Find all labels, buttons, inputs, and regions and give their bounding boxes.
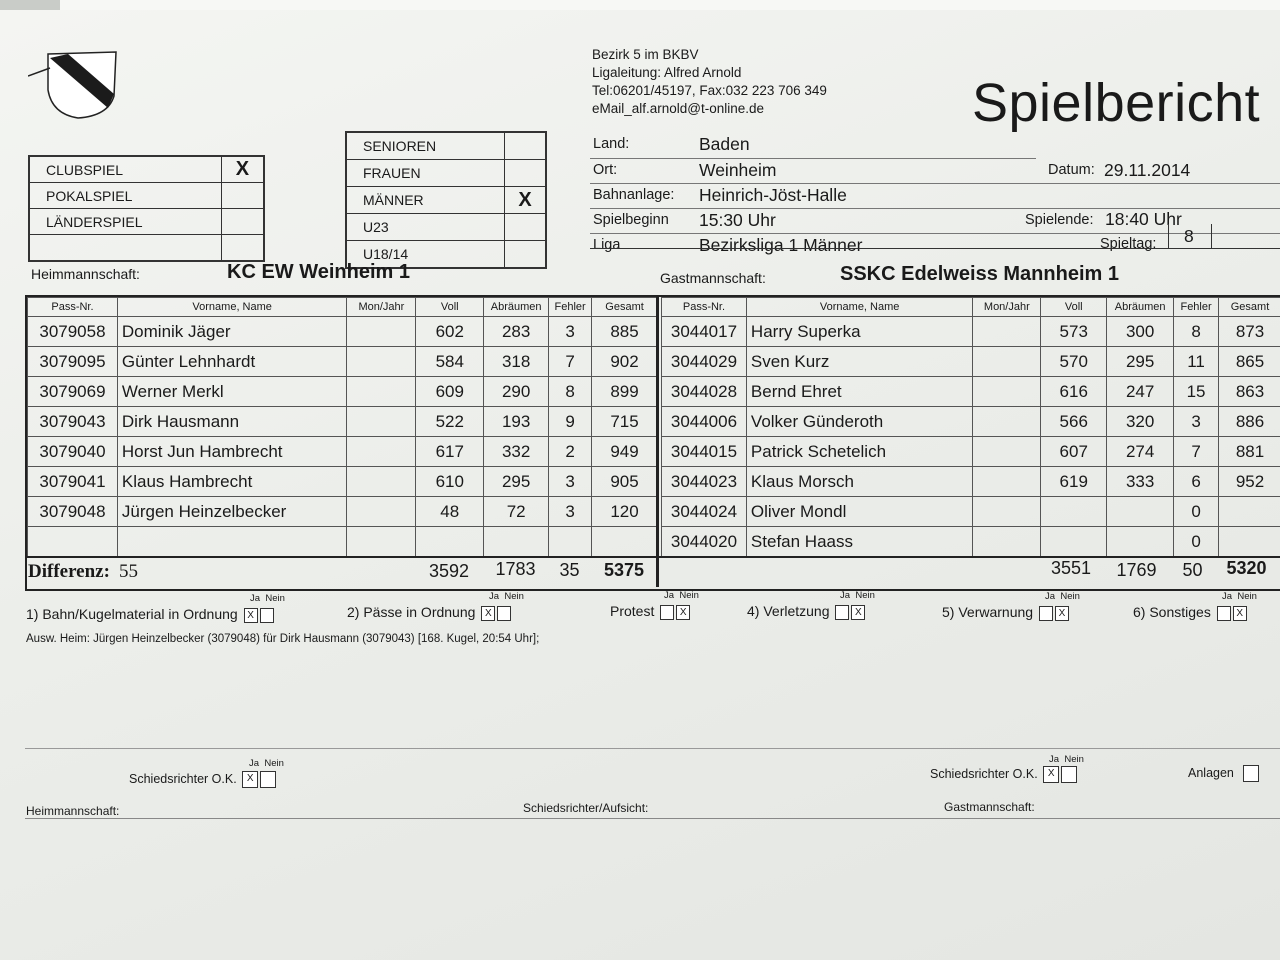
home-player-name: Dirk Hausmann [117, 407, 347, 437]
home-gesamt: 715 [592, 407, 658, 437]
check-bahn-label: 1) Bahn/Kugelmaterial in Ordnung [26, 606, 238, 622]
home-mon-jahr [347, 497, 416, 527]
guest-voll: 616 [1041, 377, 1107, 407]
match-type-row [29, 156, 264, 183]
guest-total-fehler: 50 [1182, 560, 1203, 580]
check-sonstiges-label: 6) Sonstiges [1133, 604, 1211, 620]
check-verletzung-label: 4) Verletzung [747, 603, 830, 619]
home-header-row [28, 298, 658, 317]
referee-guest-ja-nein: Ja Nein [1049, 754, 1084, 765]
org-line-2: Ligaleitung: Alfred Arnold [592, 65, 742, 80]
check-sonstiges [1133, 604, 1247, 621]
match-type-row [29, 209, 264, 235]
home-abraeumen: 193 [484, 407, 549, 437]
home-player-name: Klaus Hambrecht [117, 467, 347, 497]
home-fehler: 3 [549, 317, 592, 347]
check-paesse-ja-nein: Ja Nein [489, 591, 524, 602]
home-mon-jahr [347, 317, 416, 347]
land-label: Land: [593, 136, 630, 152]
home-abraeumen: 72 [484, 497, 549, 527]
datum-label: Datum: [1048, 162, 1095, 178]
guest-voll [1041, 497, 1107, 527]
table-row [28, 407, 658, 437]
org-line-1: Bezirk 5 im BKBV [592, 47, 699, 62]
guest-total-abraeumen: 1769 [1116, 560, 1157, 580]
home-total-gesamt: 5375 [603, 560, 645, 580]
guest-voll [1041, 527, 1107, 557]
table-row [662, 347, 1280, 377]
anlagen-label: Anlagen [1188, 765, 1234, 780]
home-abraeumen: 295 [484, 467, 549, 497]
liga-value: Bezirksliga 1 Männer [699, 235, 863, 255]
guest-col-player-name: Vorname, Name [746, 298, 972, 317]
check-sonstiges-nein-box[interactable]: X [1233, 606, 1247, 621]
guest-gesamt [1219, 497, 1280, 527]
guest-gesamt: 886 [1219, 407, 1280, 437]
home-col-voll: Voll [416, 298, 484, 317]
home-pass-nr: 3079041 [28, 467, 118, 497]
check-paesse-ja-box[interactable]: X [481, 606, 495, 621]
category-row [346, 187, 546, 214]
check-sonstiges-ja-box[interactable] [1217, 606, 1231, 621]
check-protest-label: Protest [610, 603, 655, 619]
home-gesamt: 902 [592, 347, 658, 377]
home-total-voll: 3592 [428, 561, 470, 581]
home-gesamt: 885 [592, 317, 658, 347]
home-pass-nr: 3079069 [28, 377, 118, 407]
guest-pass-nr: 3044006 [662, 407, 747, 437]
category-checkbox[interactable] [505, 132, 547, 160]
guest-voll: 570 [1041, 347, 1107, 377]
guest-header-row [662, 298, 1280, 317]
home-col-fehler: Fehler [549, 298, 592, 317]
home-pass-nr: 3079043 [28, 407, 118, 437]
table-row [28, 497, 658, 527]
home-fehler: 3 [549, 497, 592, 527]
guest-mon-jahr [973, 317, 1041, 347]
category-checkbox[interactable] [505, 241, 547, 269]
check-verletzung-ja-box[interactable] [835, 605, 849, 620]
home-voll: 48 [416, 497, 484, 527]
guest-mon-jahr [973, 467, 1041, 497]
check-verwarnung-nein-box[interactable]: X [1055, 606, 1069, 621]
match-type-checkbox[interactable] [221, 209, 264, 235]
check-bahn-ja-box[interactable]: X [244, 608, 258, 623]
guest-mon-jahr [973, 377, 1041, 407]
category-checkbox[interactable] [505, 214, 547, 241]
home-abraeumen: 283 [484, 317, 549, 347]
home-voll: 617 [416, 437, 484, 467]
home-voll: 609 [416, 377, 484, 407]
home-abraeumen: 290 [484, 377, 549, 407]
check-verletzung-nein-box[interactable]: X [851, 605, 865, 620]
check-protest-nein-box[interactable]: X [676, 605, 690, 620]
match-type-checkbox[interactable] [221, 235, 264, 262]
ort-label: Ort: [593, 162, 618, 178]
signature-guest-label: Gastmannschaft: [944, 800, 1035, 814]
home-col-gesamt: Gesamt [592, 298, 658, 317]
guest-abraeumen: 274 [1107, 437, 1174, 467]
table-row [662, 407, 1280, 437]
referee-ok-home [129, 771, 276, 788]
category-label: FRAUEN [346, 160, 505, 187]
home-fehler: 8 [549, 377, 592, 407]
guest-player-name: Patrick Schetelich [746, 437, 972, 467]
bahnanlage-label: Bahnanlage: [593, 187, 675, 203]
home-voll [416, 527, 484, 557]
guest-player-name: Harry Superka [746, 317, 972, 347]
home-mon-jahr [347, 407, 416, 437]
check-protest-ja-box[interactable] [660, 605, 674, 620]
check-protest [610, 603, 690, 620]
home-total-fehler: 35 [559, 560, 580, 580]
table-row [662, 497, 1280, 527]
guest-pass-nr: 3044015 [662, 437, 747, 467]
guest-fehler: 6 [1174, 467, 1219, 497]
bahnanlage-value: Heinrich-Jöst-Halle [699, 185, 847, 205]
anlagen-box[interactable] [1243, 765, 1259, 782]
category-row [346, 160, 546, 187]
guest-voll: 607 [1041, 437, 1107, 467]
referee-ok-guest-label: Schiedsrichter O.K. [930, 766, 1038, 781]
check-sonstiges-ja-nein: Ja Nein [1222, 591, 1257, 602]
guest-col-pass-nr: Pass-Nr. [662, 298, 747, 317]
check-paesse [347, 604, 511, 621]
liga-label: Liga [593, 237, 621, 253]
home-player-name: Günter Lehnhardt [117, 347, 347, 377]
guest-col-mon-jahr: Mon/Jahr [973, 298, 1041, 317]
spielbeginn-label: Spielbeginn [593, 212, 669, 228]
home-player-name [117, 527, 347, 557]
table-row [28, 317, 658, 347]
score-table [25, 295, 1280, 591]
guest-col-voll: Voll [1041, 298, 1107, 317]
referee-ok-home-nein-box[interactable] [260, 771, 276, 788]
check-verletzung-ja-nein: Ja Nein [840, 590, 875, 601]
guest-player-name: Oliver Mondl [746, 497, 972, 527]
spielende-value: 18:40 Uhr [1105, 209, 1182, 229]
home-pass-nr: 3079095 [28, 347, 118, 377]
category-checkbox[interactable]: X [505, 187, 547, 214]
referee-ok-guest [930, 766, 1077, 783]
signature-referee-label: Schiedsrichter/Aufsicht: [523, 801, 649, 815]
guest-pass-nr: 3044028 [662, 377, 747, 407]
home-player-name: Dominik Jäger [117, 317, 347, 347]
home-gesamt: 949 [592, 437, 658, 467]
home-gesamt: 899 [592, 377, 658, 407]
guest-abraeumen: 247 [1107, 377, 1174, 407]
home-mon-jahr [347, 527, 416, 557]
ort-value: Weinheim [699, 160, 777, 180]
guest-gesamt: 873 [1219, 317, 1280, 347]
guest-voll: 573 [1041, 317, 1107, 347]
category-label: MÄNNER [346, 187, 505, 214]
referee-ok-home-ja-box[interactable]: X [242, 771, 258, 788]
guest-pass-nr: 3044024 [662, 497, 747, 527]
home-gesamt [592, 527, 658, 557]
check-verletzung [747, 603, 865, 620]
home-pass-nr [28, 527, 118, 557]
category-row [346, 214, 546, 241]
match-type-row [29, 183, 264, 209]
check-verwarnung-label: 5) Verwarnung [942, 604, 1034, 620]
match-type-label: LÄNDERSPIEL [29, 209, 221, 235]
guest-player-name: Klaus Morsch [746, 467, 972, 497]
home-mon-jahr [347, 437, 416, 467]
home-voll: 602 [416, 317, 484, 347]
category-box [345, 131, 547, 269]
match-type-checkbox[interactable]: X [221, 156, 264, 183]
differenz-value: 55 [119, 561, 138, 582]
category-row [346, 132, 546, 160]
check-verwarnung-ja-box[interactable] [1039, 606, 1053, 621]
match-type-row [29, 235, 264, 262]
org-line-4: eMail_alf.arnold@t-online.de [592, 101, 765, 116]
guest-total-voll: 3551 [1050, 558, 1092, 578]
home-fehler [549, 527, 592, 557]
anlagen [1188, 765, 1259, 782]
table-divider [656, 295, 659, 587]
referee-ok-home-label: Schiedsrichter O.K. [129, 771, 237, 786]
guest-gesamt: 881 [1219, 437, 1280, 467]
check-paesse-label: 2) Pässe in Ordnung [347, 604, 476, 620]
spieltag-value: 8 [1184, 226, 1194, 246]
guest-pass-nr: 3044020 [662, 527, 747, 557]
table-row [662, 437, 1280, 467]
table-row [28, 377, 658, 407]
guest-pass-nr: 3044029 [662, 347, 747, 377]
guest-fehler: 0 [1174, 497, 1219, 527]
table-row [28, 467, 658, 497]
table-row [28, 437, 658, 467]
guest-abraeumen: 333 [1107, 467, 1174, 497]
check-paesse-nein-box[interactable] [497, 606, 511, 621]
guest-fehler: 8 [1174, 317, 1219, 347]
guest-gesamt [1219, 527, 1280, 557]
check-bahn [26, 606, 274, 623]
check-bahn-ja-nein: Ja Nein [250, 593, 285, 604]
spielbeginn-value: 15:30 Uhr [699, 210, 776, 230]
signature-home-label: Heimmannschaft: [26, 804, 120, 818]
home-pass-nr: 3079040 [28, 437, 118, 467]
home-fehler: 3 [549, 467, 592, 497]
guest-fehler: 15 [1174, 377, 1219, 407]
home-col-mon-jahr: Mon/Jahr [347, 298, 416, 317]
guest-abraeumen: 295 [1107, 347, 1174, 377]
category-checkbox[interactable] [505, 160, 547, 187]
guest-mon-jahr [973, 437, 1041, 467]
guest-gesamt: 865 [1219, 347, 1280, 377]
match-type-label: POKALSPIEL [29, 183, 221, 209]
guest-fehler: 3 [1174, 407, 1219, 437]
check-protest-ja-nein: Ja Nein [664, 590, 699, 601]
guest-fehler: 11 [1174, 347, 1219, 377]
home-total-abraeumen: 1783 [495, 559, 536, 579]
guest-col-abraeumen: Abräumen [1107, 298, 1174, 317]
guest-abraeumen [1107, 527, 1174, 557]
home-col-abraeumen: Abräumen [484, 298, 549, 317]
home-abraeumen: 332 [484, 437, 549, 467]
home-abraeumen: 318 [484, 347, 549, 377]
differenz-label: Differenz: [28, 561, 110, 582]
guest-col-fehler: Fehler [1174, 298, 1219, 317]
home-pass-nr: 3079048 [28, 497, 118, 527]
coat-of-arms-icon [28, 50, 120, 120]
guest-team-label: Gastmannschaft: [660, 270, 766, 286]
spieltag-label: Spieltag: [1100, 236, 1157, 252]
guest-voll: 619 [1041, 467, 1107, 497]
home-col-pass-nr: Pass-Nr. [28, 298, 118, 317]
page-title: Spielbericht [972, 73, 1261, 133]
referee-ok-guest-ja-box[interactable]: X [1043, 766, 1059, 783]
guest-total-gesamt: 5320 [1226, 558, 1267, 578]
home-team-name: KC EW Weinheim 1 [227, 261, 410, 283]
category-label: U23 [346, 214, 505, 241]
guest-gesamt: 952 [1219, 467, 1280, 497]
category-label: SENIOREN [346, 132, 505, 160]
guest-abraeumen [1107, 497, 1174, 527]
table-row [662, 527, 1280, 557]
guest-gesamt: 863 [1219, 377, 1280, 407]
guest-player-name: Volker Günderoth [746, 407, 972, 437]
match-type-label: CLUBSPIEL [29, 156, 221, 183]
table-row [662, 467, 1280, 497]
guest-player-name: Stefan Haass [746, 527, 972, 557]
land-value: Baden [699, 134, 750, 154]
guest-abraeumen: 300 [1107, 317, 1174, 347]
table-row [662, 377, 1280, 407]
home-fehler: 9 [549, 407, 592, 437]
home-voll: 584 [416, 347, 484, 377]
referee-home-ja-nein: Ja Nein [249, 758, 284, 769]
home-pass-nr: 3079058 [28, 317, 118, 347]
guest-fehler: 0 [1174, 527, 1219, 557]
guest-player-name: Sven Kurz [746, 347, 972, 377]
table-row [662, 317, 1280, 347]
home-player-name: Werner Merkl [117, 377, 347, 407]
home-fehler: 2 [549, 437, 592, 467]
home-players-table [27, 297, 658, 584]
home-player-name: Jürgen Heinzelbecker [117, 497, 347, 527]
check-bahn-nein-box[interactable] [260, 608, 274, 623]
table-row [28, 527, 658, 557]
guest-mon-jahr [973, 347, 1041, 377]
match-type-checkbox[interactable] [221, 183, 264, 209]
datum-value: 29.11.2014 [1104, 160, 1191, 180]
guest-player-name: Bernd Ehret [746, 377, 972, 407]
guest-voll: 566 [1041, 407, 1107, 437]
home-gesamt: 905 [592, 467, 658, 497]
check-verwarnung [942, 604, 1069, 621]
match-type-label [29, 235, 221, 262]
home-voll: 522 [416, 407, 484, 437]
home-team-label: Heimmannschaft: [31, 266, 140, 282]
organization-block [592, 46, 827, 118]
home-mon-jahr [347, 377, 416, 407]
guest-mon-jahr [973, 497, 1041, 527]
guest-pass-nr: 3044017 [662, 317, 747, 347]
guest-mon-jahr [973, 407, 1041, 437]
home-mon-jahr [347, 467, 416, 497]
guest-col-gesamt: Gesamt [1219, 298, 1280, 317]
home-fehler: 7 [549, 347, 592, 377]
spielende-label: Spielende: [1025, 212, 1094, 228]
home-gesamt: 120 [592, 497, 658, 527]
category-label: U18/14 [346, 241, 505, 269]
org-line-3: Tel:06201/45197, Fax:032 223 706 349 [592, 83, 827, 98]
home-col-player-name: Vorname, Name [117, 298, 347, 317]
home-mon-jahr [347, 347, 416, 377]
guest-fehler: 7 [1174, 437, 1219, 467]
guest-pass-nr: 3044023 [662, 467, 747, 497]
guest-players-table [661, 297, 1280, 584]
table-row [28, 347, 658, 377]
referee-ok-guest-nein-box[interactable] [1061, 766, 1077, 783]
home-player-name: Horst Jun Hambrecht [117, 437, 347, 467]
guest-team-name: SSKC Edelweiss Mannheim 1 [840, 263, 1119, 285]
home-voll: 610 [416, 467, 484, 497]
home-abraeumen [484, 527, 549, 557]
match-type-box [28, 155, 265, 262]
check-verwarnung-ja-nein: Ja Nein [1045, 591, 1080, 602]
guest-abraeumen: 320 [1107, 407, 1174, 437]
guest-mon-jahr [973, 527, 1041, 557]
substitution-note: Ausw. Heim: Jürgen Heinzelbecker (3079048) für Dirk Hausmann (3079043) [168. Kugel, 20:54 Uhr]; [26, 633, 540, 645]
